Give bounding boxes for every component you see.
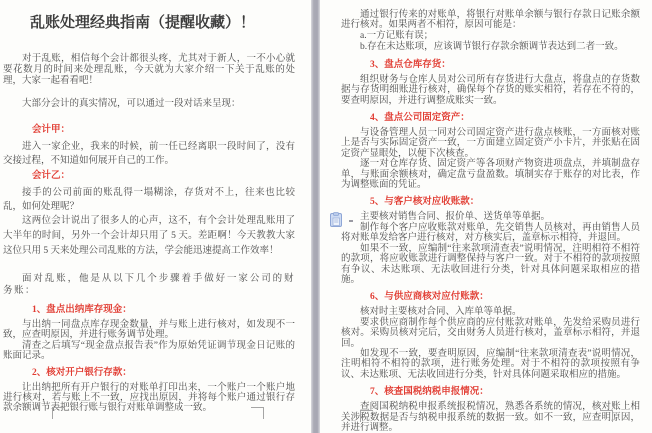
- paragraph: 让出纳把所有开户银行的对账单打印出来，一个账户一个账户地进行核对，若与账上不一致，应找出原因，并将每个账户通过银行存款余额调节表把银行账与银行对账单调整成一致。: [3, 382, 295, 414]
- paragraph: 大部分会计的真实情况，可以通过一段对话来呈现：: [22, 99, 241, 109]
- paragraph: 进入一家企业，我来的时候，前一任已经离职一段时间了，没有交接过程，不知道如何展开自己的工作。: [3, 142, 295, 166]
- paragraph: 制作每个客户应收账款对账单，先交销售人员核对，再由销售人员将对账单发给客户进行核对，对方核实后，盖章标示相符，并退回。: [341, 222, 640, 244]
- paragraph-spacer: [3, 259, 295, 273]
- paragraph: 要求供应商制作每个供应商的应付账款对账单，先发给采购员进行核对。采购员核对完后，交由财务人员进行核对，盖章标示相符，并退回。: [341, 317, 640, 349]
- section-7-heading: 7、核查国税纳税申报情况：: [370, 387, 489, 398]
- paragraph: 主要核对销售合同、报价单、送货单等单据。: [360, 212, 551, 223]
- paragraph: 通过银行传来的对账单，将银行对账单余额与银行存款日记账余额进行核对。如果两者不相符，原因可能是：: [341, 10, 640, 31]
- paragraph: 与设备管理人员一同对公司固定资产进行盘点核账，一方面核对账上是否与实际固定资产一致，一方面建立固定资产小卡片，并张贴在固定资产显眼处，以便下次核查。: [341, 128, 640, 159]
- paste-options-dropdown-dash: [349, 220, 353, 222]
- paragraph: 与出纳一同盘点库存现金数量，并与账上进行核对，如发现不一致，应查明原因，并进行账务调节处理。: [3, 320, 295, 341]
- paragraph: 对于乱账，相信每个会计都很头疼，尤其对于新人，一不小心就要花数月的时间来处理乱账，今天就为大家介绍一下关于乱账的处理，大家一起看看吧！: [3, 54, 295, 86]
- speaker-a-label: 会计甲：: [32, 125, 71, 135]
- section-2-heading: 2、核对开户银行存款：: [32, 367, 132, 378]
- page-1[interactable]: [0, 0, 311, 433]
- paragraph: 接手的公司前面的账乱得一塌糊涂，存货对不上，往来也比较乱，如何处理呢？: [3, 188, 295, 212]
- section-3-heading: 3、盘点仓库存货：: [370, 59, 451, 70]
- paragraph: 面对乱账，他是从以下几个步骤着手做好一家公司的财务账：: [3, 274, 295, 296]
- paragraph: 核对时主要核对合同、入库单等单据。: [360, 307, 522, 318]
- paste-options-button[interactable]: [329, 212, 353, 229]
- margin-corner-mark-p1-right: [251, 407, 264, 419]
- paragraph: 这两位会计说出了很多人的心声，这不，有个会计处理乱账用了大半年的时间，另外一个会计却只用了 5 天。差距啊！今天教教大家这位只用 5 天来处理公司乱账的方法，学会能迅速提高工作效率！: [3, 216, 295, 256]
- margin-corner-mark-p2-right: [600, 410, 613, 422]
- reason-item-a: a.一方记账有误；: [360, 30, 434, 41]
- page-1-content: [0, 0, 311, 414]
- page-2-content: [320, 0, 652, 433]
- paragraph: 逐一对仓库存货、固定资产等各项财产物资进项盘点，并填制盘存单，与账面余额核对，确定盘亏盘盈数。填制实存于账存的对比表，作为调整账面的凭证。: [341, 159, 640, 191]
- paragraph: 清查之后填写“现金盘点报告表”作为原始凭证调节现金日记账的账面记录。: [3, 340, 295, 362]
- paragraph: 如果不一致，应编制“往来款项清查表”说明情况，注明相符不相符的款项，将应收账款进行调整保持与客户一致。对于不相符的款项按照有争议、未达账项、无法收回进行分类，针对具体问题采取相应的措施。: [341, 243, 640, 285]
- margin-corner-mark-p2-left: [360, 410, 373, 422]
- speaker-b-label: 会计乙：: [32, 171, 71, 181]
- margin-corner-mark-p1-left: [52, 407, 65, 419]
- section-6-heading: 6、与供应商核对应付账款：: [370, 292, 489, 303]
- paragraph: 如发现不一致，要查明原因，应编制“往来款项清查表”说明情况，注明相符不相符的款项，进行账务处理。对于不相符的款项按照有争议、未达账项、无法收回进行分类，针对具体问题采取相应的措施。: [341, 348, 640, 380]
- section-1-heading: 1、盘点出纳库存现金：: [32, 305, 132, 315]
- reason-item-b: b.存在未达账项，应该调节银行存款余额调节表达到二者一致。: [360, 41, 624, 52]
- page-gutter: [311, 0, 320, 433]
- paragraph: 查阅国税纳税申报系统报税情况，熟悉各系统的情况，核对账上相关涉税数据是否与纳税申报系统的数据一致。如不一致，应查明原因，并进行调整。: [341, 402, 640, 433]
- page-2[interactable]: [320, 0, 652, 433]
- section-4-heading: 4、盘点公司固定资产：: [370, 113, 470, 124]
- paragraph: 组织财务与仓库人员对公司所有存货进行大盘点，将盘点的存货数据与存货明细账进行核对，确保每个存货的账实相符，若存在不符的，要查明原因，并进行调整成账实一致。: [341, 74, 640, 106]
- section-5-heading: 5、与客户核对应收账款：: [370, 197, 480, 208]
- document-title: 乱账处理经典指南（提醒收藏）！: [30, 14, 256, 31]
